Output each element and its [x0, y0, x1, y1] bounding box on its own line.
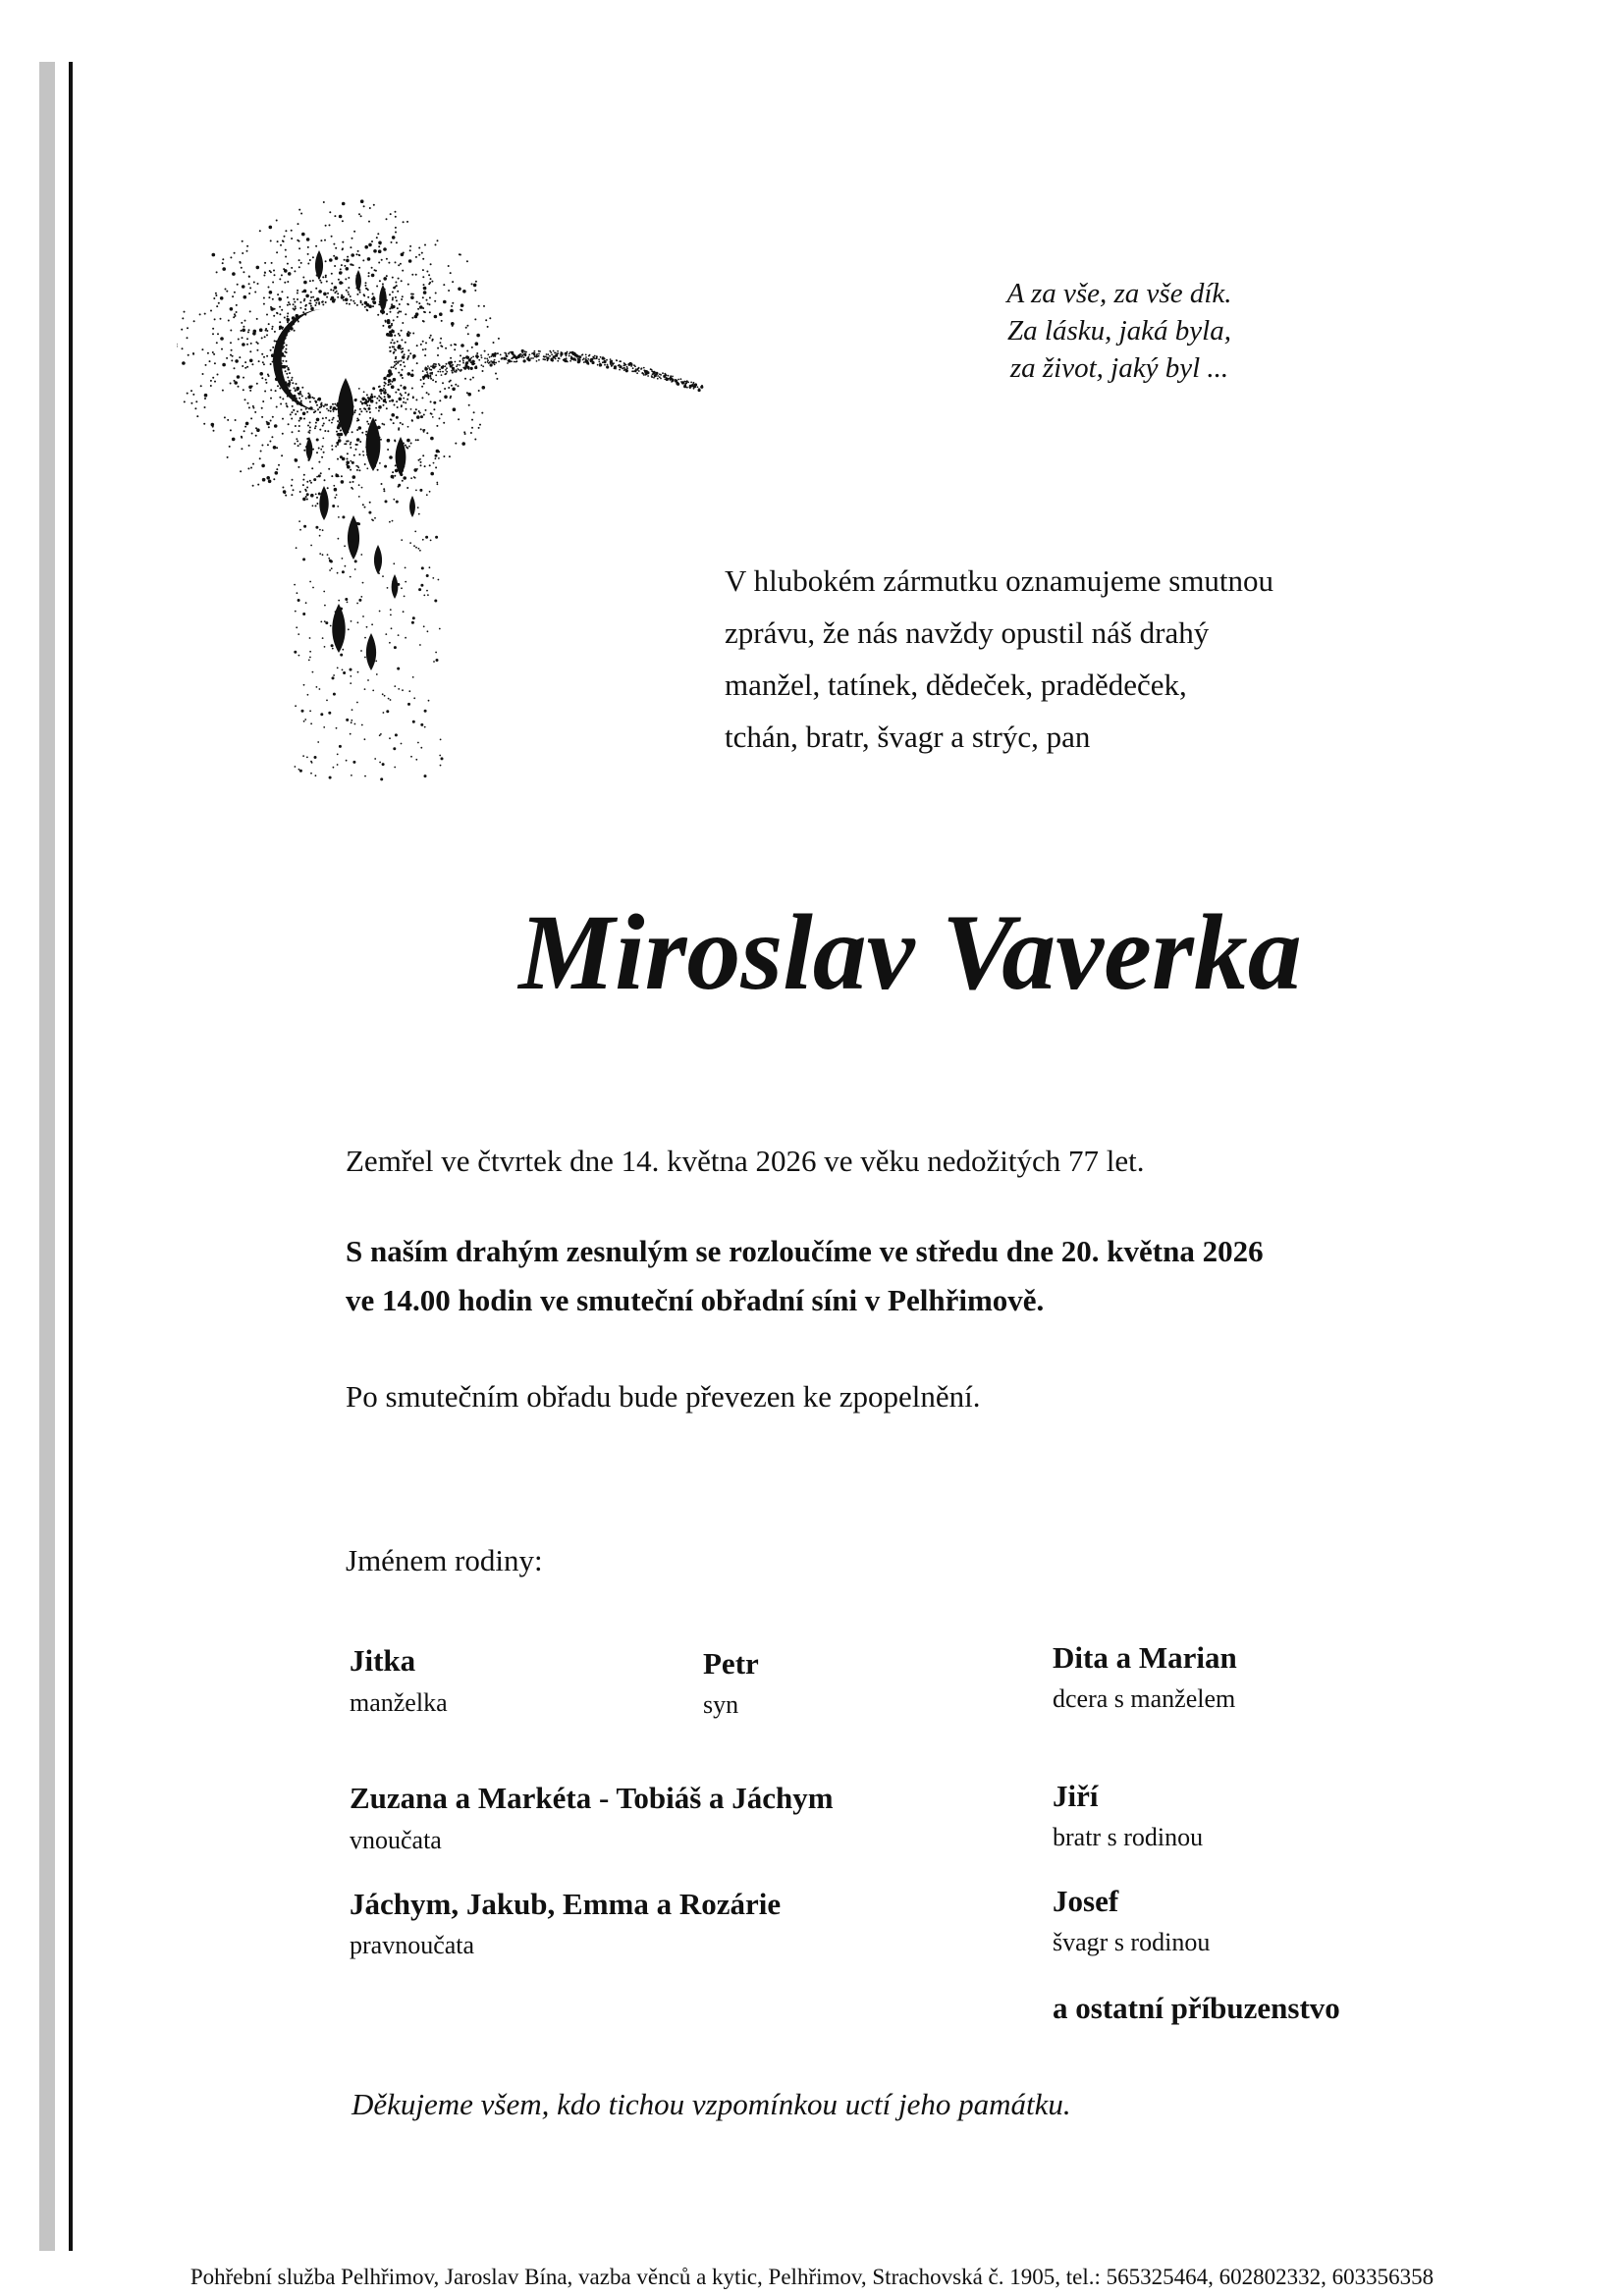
left-border-black-line [69, 62, 73, 2251]
left-border-gray-bar [39, 62, 55, 2251]
family-member-name-dita: Dita a Marian [1053, 1640, 1237, 1675]
intro-line-3: manžel, tatínek, dědeček, pradědeček, [725, 667, 1187, 702]
family-label: Jménem rodiny: [346, 1543, 543, 1577]
motto-line-2: Za lásku, jaká byla, [1007, 315, 1231, 347]
motto-line-1: A za vše, za vše dík. [1006, 278, 1232, 309]
family-member-name-grandchildren: Zuzana a Markéta - Tobiáš a Jáchym [350, 1781, 834, 1815]
intro-line-1: V hlubokém zármutku oznamujeme smutnou [725, 563, 1274, 598]
intro-line-2: zprávu, že nás navždy opustil náš drahý [725, 615, 1210, 650]
family-member-relation-josef: švagr s rodinou [1053, 1928, 1211, 1956]
thanks-closing: Děkujeme všem, kdo tichou vzpomínkou uctí jeho památku. [352, 2087, 1071, 2121]
family-member-relation-jitka: manželka [350, 1688, 448, 1717]
funeral-details [346, 1227, 1475, 1325]
family-member-name-josef: Josef [1053, 1884, 1119, 1918]
funeral-line-1: S naším drahým zesnulým se rozloučíme ve středu dne 20. května 2026 [346, 1234, 1264, 1268]
other-relatives-text: a ostatní příbuzenstvo [1053, 1991, 1340, 2025]
intro-line-4: tchán, bratr, švagr a strýc, pan [725, 720, 1091, 754]
sun-flame-ornament-image [177, 191, 707, 800]
family-member-name-petr: Petr [703, 1646, 759, 1681]
funeral-line-2: ve 14.00 hodin ve smuteční obřadní síni v Pelhřimově. [346, 1283, 1045, 1317]
motto-line-3: za život, jaký byl ... [1009, 352, 1229, 384]
deceased-name: Miroslav Vaverka [518, 892, 1302, 1012]
motto-verse [923, 275, 1316, 387]
cremation-note: Po smutečním obřadu bude převezen ke zpopelnění. [346, 1379, 981, 1414]
date-of-death-text: Zemřel ve čtvrtek dne 14. května 2026 ve věku nedožitých 77 let. [346, 1144, 1145, 1178]
family-member-name-jitka: Jitka [350, 1643, 416, 1678]
family-member-relation-dita: dcera s manželem [1053, 1684, 1236, 1713]
family-member-relation-great-grandchildren: pravnoučata [350, 1931, 475, 1959]
family-member-name-great-grandchildren: Jáchym, Jakub, Emma a Rozárie [350, 1887, 782, 1921]
announcement-intro [725, 555, 1353, 763]
family-member-relation-jiri: bratr s rodinou [1053, 1823, 1204, 1851]
funeral-service-footer: Pohřební služba Pelhřimov, Jaroslav Bína, vazba věnců a kytic, Pelhřimov, Strachovská č. 1905, tel.: 565325464, 602802332, 603356358 [189, 2265, 1435, 2289]
family-member-relation-petr: syn [703, 1690, 739, 1719]
family-member-name-jiri: Jiří [1053, 1779, 1099, 1813]
family-member-relation-grandchildren: vnoučata [350, 1826, 442, 1854]
